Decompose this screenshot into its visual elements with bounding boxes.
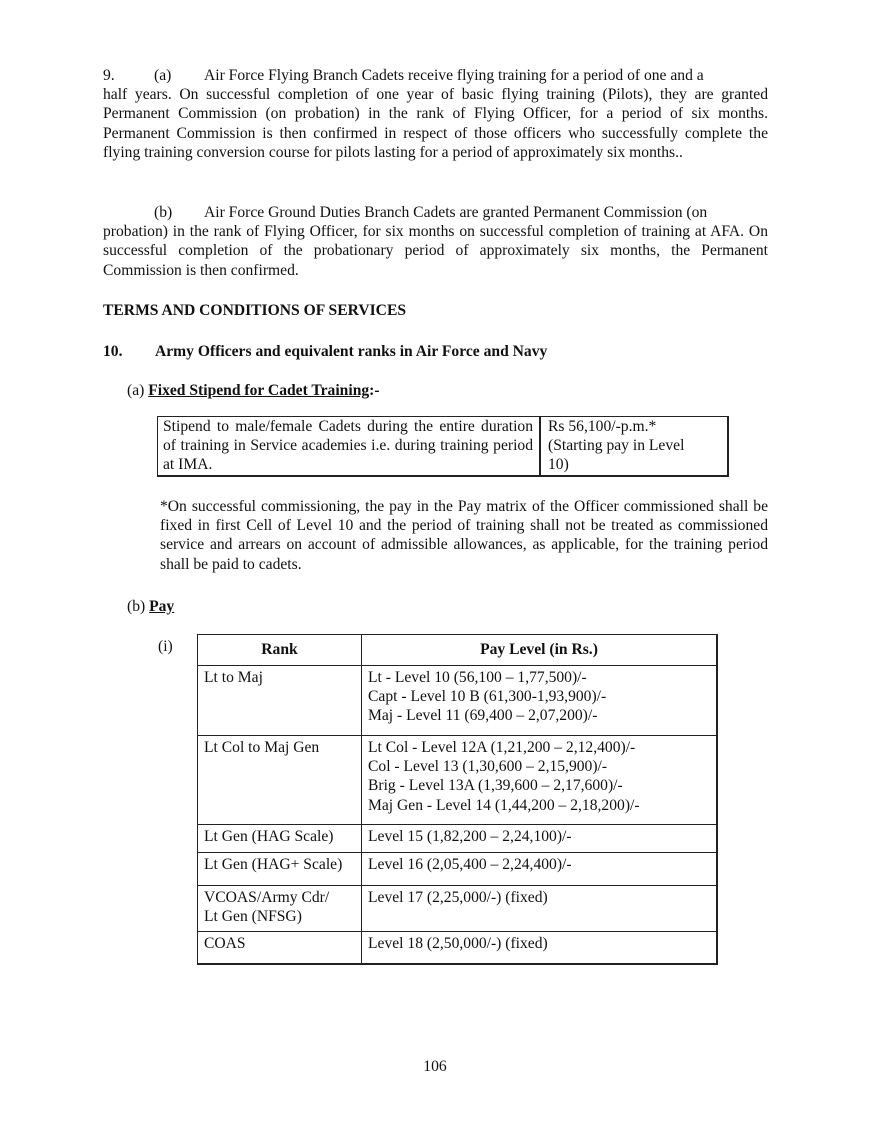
rank-text: Lt Gen (HAG+ Scale) [204,856,343,873]
stipend-note-line2: 10) [548,456,569,474]
section-heading: TERMS AND CONDITIONS OF SERVICES [103,302,407,319]
pay-level-line: Capt - Level 10 B (61,300-1,93,900)/- [368,688,607,706]
page-number: 106 [423,1058,447,1075]
rank-cell [198,666,362,736]
para-9b [103,203,768,280]
stipend-footnote: *On successful commissioning, the pay in the Pay matrix of the Officer commissioned shall be fixed in first Cell of Level 10 and the period of training shall not be treated as commissioned service and arrears on account of admissible allowances, as applicable, for the training period shall be paid to cadets. [160,498,768,573]
pay-level-line: Level 17 (2,25,000/-) (fixed) [368,889,548,906]
table-row [198,932,718,964]
para-9a-text: half years. On successful completion of one year of basic flying training (Pilots), they are granted Permanent Commission (on probation) in the rank of Flying Officer, for a period of six months. Permanent Commission is then confirmed in respect of those officers who successfully complete the flying training conversion course for pilots lasting for a period of approximately six months.. [103,86,768,161]
pay-level-cell [362,886,718,932]
pay-level-cell [362,932,718,964]
rank-text: Lt Gen (HAG Scale) [204,828,334,845]
pay-table-header-rank: Rank [198,635,362,666]
para-10-heading [103,342,547,361]
rank-cell [198,853,362,886]
para-9b-label: (b) [154,204,173,221]
sub-b-label: (b) [127,598,146,615]
para-9b-text-start: Air Force Ground Duties Branch Cadets are granted Permanent Commission (on [204,204,708,221]
para-9a [103,66,768,162]
pay-level-line: Level 16 (2,05,400 – 2,24,400)/- [368,856,572,873]
para-10-number: 10. [103,343,123,360]
stipend-amount: Rs 56,100/-p.m.* [548,418,657,435]
rank-cell [198,886,362,932]
pay-level-line: Lt Col - Level 12A (1,21,200 – 2,12,400)/- [368,739,636,756]
pay-level-line: Col - Level 13 (1,30,600 – 2,15,900)/- [368,758,608,776]
para-9a-first-line [103,66,768,85]
rank-cell [198,932,362,964]
rank-text: Lt Gen (NFSG) [204,908,302,926]
sub-b-heading [127,597,174,616]
stipend-table [157,416,729,477]
sub-i-label: (i) [158,638,173,655]
para-9a-text-start: Air Force Flying Branch Cadets receive flying training for a period of one and a [204,67,704,84]
para-9b-first-line [103,203,768,222]
table-row [198,853,718,886]
pay-level-line: Maj Gen - Level 14 (1,44,200 – 2,18,200)/- [368,796,640,814]
pay-level-line: Lt - Level 10 (56,100 – 1,77,500)/- [368,669,587,686]
para-9-number: 9. [103,67,115,84]
pay-table [197,634,718,965]
pay-table-header-pay-level: Pay Level (in Rs.) [362,635,718,666]
rank-cell [198,736,362,825]
sub-a-label: (a) [127,382,145,399]
pay-level-line: Brig - Level 13A (1,39,600 – 2,17,600)/- [368,777,623,795]
rank-text: Lt Col to Maj Gen [204,739,320,756]
pay-level-cell [362,853,718,886]
pay-level-cell [362,736,718,825]
pay-level-cell [362,825,718,853]
para-9b-text: probation) in the rank of Flying Officer, for six months on successful completion of training at AFA. On successful completion of the probationary period of approximately six months, the Permanent Commission is then confirmed. [103,223,768,279]
rank-text: VCOAS/Army Cdr/ [204,889,330,906]
pay-table-header-row [198,635,718,666]
para-10-title: Army Officers and equivalent ranks in Air Force and Navy [155,343,548,360]
pay-level-line: Level 15 (1,82,200 – 2,24,100)/- [368,828,572,845]
sub-b-title: Pay [149,598,175,615]
sub-a-suffix: :- [369,382,380,399]
pay-level-line: Level 18 (2,50,000/-) (fixed) [368,935,548,952]
sub-a-heading [127,381,380,400]
rank-text: Lt to Maj [204,669,263,686]
stipend-note-line1: (Starting pay in Level [548,437,685,455]
table-row [198,666,718,736]
stipend-amount-cell [541,417,727,475]
rank-text: COAS [204,935,246,952]
rank-cell [198,825,362,853]
sub-a-title: Fixed Stipend for Cadet Training [148,382,370,399]
table-row [198,825,718,853]
pay-level-cell [362,666,718,736]
pay-level-line: Maj - Level 11 (69,400 – 2,07,200)/- [368,707,598,725]
para-9a-label: (a) [154,67,172,84]
table-row [198,886,718,932]
stipend-description: Stipend to male/female Cadets during the entire duration of training in Service academies i.e. during training period at IMA. [158,417,541,475]
table-row [198,736,718,825]
